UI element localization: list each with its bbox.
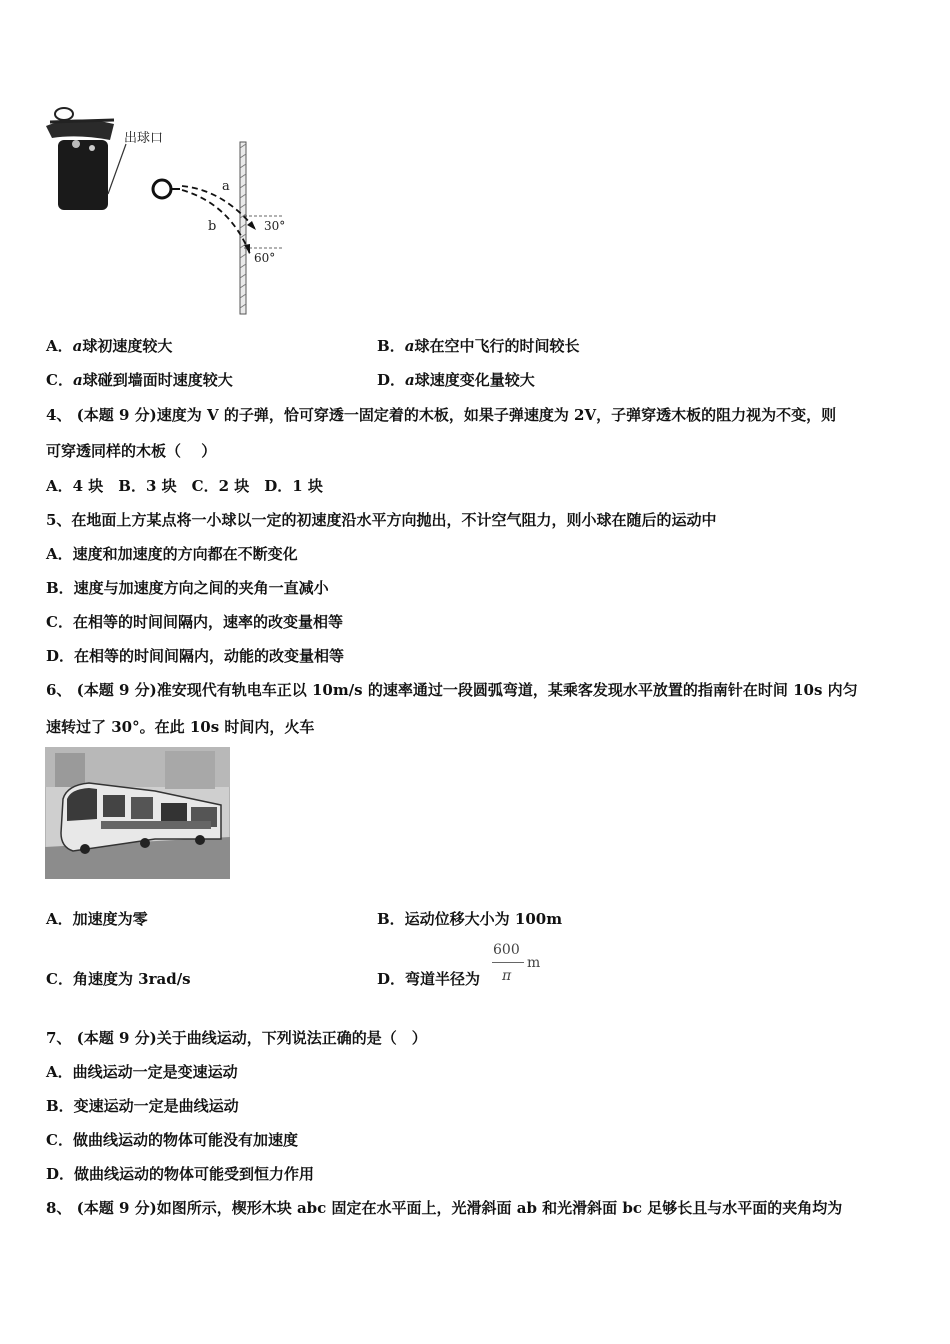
q7-option-b[interactable]: B．变速运动一定是曲线运动 — [46, 1097, 239, 1115]
option-key: A — [46, 337, 58, 355]
option-text: 球速度变化量较大 — [414, 371, 535, 389]
option-key: D — [377, 371, 391, 389]
outlet-label: 出球口 — [124, 131, 164, 146]
option-sep: ． — [389, 337, 405, 355]
q6-option-a[interactable]: A．加速度为零 — [46, 910, 148, 928]
q8-stem: 8、 (本题 9 分)如图所示，楔形木块 abc 固定在水平面上，光滑斜面 ab 和光滑斜面 bc 足够长且与水平面的夹角均为 — [46, 1199, 843, 1217]
ball-icon — [153, 180, 171, 198]
option-var: a — [72, 337, 83, 355]
label-a: a — [222, 179, 230, 194]
q6-option-d[interactable]: D．弯道半径为 — [377, 970, 481, 988]
option-sep: ． — [57, 337, 73, 355]
option-sep: ． — [390, 371, 406, 389]
fraction-unit: m — [527, 955, 541, 971]
angle-30: 30° — [264, 219, 286, 233]
option-var: a — [405, 371, 415, 389]
option-key: C — [46, 371, 58, 389]
tram-photo — [45, 747, 230, 879]
option-var: a — [404, 337, 415, 355]
q7-option-d[interactable]: D．做曲线运动的物体可能受到恒力作用 — [46, 1165, 315, 1183]
q4-stem-line2: 可穿透同样的木板（ ） — [46, 442, 217, 460]
q5-option-c[interactable]: C．在相等的时间间隔内，速率的改变量相等 — [46, 613, 343, 631]
q6-option-b[interactable]: B．运动位移大小为 100m — [377, 910, 563, 928]
q4-options[interactable]: A．4 块 B．3 块 C．2 块 D．1 块 — [46, 477, 323, 495]
fraction-numerator: 600 — [493, 942, 520, 958]
q7-option-a[interactable]: A．曲线运动一定是变速运动 — [46, 1063, 238, 1081]
option-sep: ． — [57, 371, 73, 389]
option-text: 球碰到墙面时速度较大 — [82, 371, 233, 389]
figure-ball-launcher — [44, 104, 294, 319]
angle-60: 60° — [254, 251, 276, 265]
q6-stem-line2: 速转过了 30°。在此 10s 时间内，火车 — [46, 718, 315, 736]
q3-option-c[interactable] — [46, 370, 233, 390]
q5-option-a[interactable]: A．速度和加速度的方向都在不断变化 — [46, 545, 298, 563]
q5-stem: 5、在地面上方某点将一小球以一定的初速度沿水平方向抛出，不计空气阻力，则小球在随后的运动中 — [46, 511, 717, 529]
q4-stem-line1: 4、 (本题 9 分)速度为 V 的子弹，恰可穿透一固定着的木板，如果子弹速度为 2V，子弹穿透木板的阻力视为不变，则 — [46, 406, 837, 424]
q3-option-b[interactable] — [377, 336, 579, 356]
q5-option-b[interactable]: B．速度与加速度方向之间的夹角一直减小 — [46, 579, 329, 597]
option-key: B — [377, 337, 390, 355]
fraction-denominator: π — [502, 968, 512, 984]
q7-option-c[interactable]: C．做曲线运动的物体可能没有加速度 — [46, 1131, 298, 1149]
q5-option-d[interactable]: D．在相等的时间间隔内，动能的改变量相等 — [46, 647, 345, 665]
label-b: b — [208, 219, 217, 234]
q6-option-c[interactable]: C．角速度为 3rad/s — [46, 970, 191, 988]
q3-option-a[interactable] — [46, 336, 172, 356]
option-var: a — [72, 371, 83, 389]
q3-option-d[interactable] — [377, 370, 535, 390]
q6-stem-line1: 6、 (本题 9 分)准安现代有轨电车正以 10m/s 的速率通过一段圆弧弯道，某乘客发现水平放置的指南针在时间 10s 内匀 — [46, 681, 858, 699]
ball-machine-icon — [46, 108, 114, 210]
fraction-bar — [492, 962, 524, 963]
option-text: 球初速度较大 — [82, 337, 173, 355]
option-text: 球在空中飞行的时间较长 — [414, 337, 580, 355]
q7-stem: 7、 (本题 9 分)关于曲线运动，下列说法正确的是（ ） — [46, 1029, 427, 1047]
